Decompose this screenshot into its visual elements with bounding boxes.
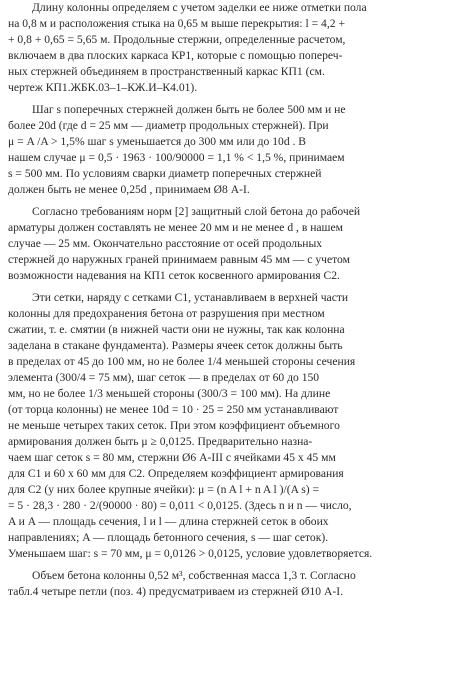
text-line: Шаг s поперечных стержней должен быть не более 500 мм и не [32, 103, 346, 116]
text-line: элемента (300/4 = 75 мм), шаг сеток — в пределах от 60 до 150 [8, 371, 320, 384]
text-line: возможности надевания на КП1 сеток косвенного армирования С2. [8, 269, 340, 282]
text-line: табл.4 четыре петли (поз. 4) предусматриваем из стержней Ø10 А-I. [8, 585, 343, 598]
text-line: Согласно требованиям норм [2] защитный слой бетона до рабочей [32, 205, 361, 218]
paragraph-indirect-reinforcement [8, 290, 446, 562]
text-line: для С1 и 60 х 60 мм для С2. Определяем коэффициент армирования [8, 467, 344, 480]
text-line: чертеж КП1.ЖБК.03–1–КЖ.И–К4.01). [8, 81, 198, 94]
text-line: = 5 · 28,3 · 280 · 2/(90000 · 80) = 0,011 < 0,0125. (Здесь n и n — число, [8, 499, 352, 512]
text-line: + 0,8 + 0,65 = 5,65 м. Продольные стержни, определенные расчетом, [8, 33, 346, 46]
text-line: сжатии, т. е. смятии (в нижней части они не нужны, так как колонна [8, 323, 345, 336]
paragraph-column-length [8, 0, 446, 96]
text-line: (от торца колонны) не менее 10d = 10 · 25 = 250 мм устанавливают [8, 403, 339, 416]
text-line: армирования должен быть μ ≥ 0,0125. Предварительно назна- [8, 435, 313, 448]
text-line: мм, но не более 1/3 меньшей стороны (300/3 = 100 мм). На длине [8, 387, 331, 400]
text-line: в пределах от 45 до 100 мм, но не более 1/4 меньшей стороны сечения [8, 355, 356, 368]
text-line: включаем в два плоских каркаса КР1, которые с помощью попереч- [8, 49, 343, 62]
text-line: Уменьшаем шаг: s = 70 мм, μ = 0,0126 > 0,0125, условие удовлетворяется. [8, 547, 373, 560]
text-line: Эти сетки, наряду с сетками С1, устанавливаем в верхней части [32, 291, 349, 304]
text-line: Объем бетона колонны 0,52 м³, собственная масса 1,3 т. Согласно [32, 569, 356, 582]
text-line: более 20d (где d = 25 мм — диаметр продольных стержней). При [8, 119, 329, 132]
text-line: направлениях; A — площадь бетонного сечения, s — шаг сеток). [8, 531, 329, 544]
text-line: заделана в стакане фундамента). Размеры ячеек сеток должны быть [8, 339, 343, 352]
text-line: стержней до наружных граней принимаем равным 45 мм — с учетом [8, 253, 350, 266]
text-line: s = 500 мм. По условиям сварки диаметр поперечных стержней [8, 167, 322, 180]
text-line: Длину колонны определяем с учетом заделки ее ниже отметки пола [32, 1, 367, 14]
text-line: на 0,8 м и расположения стыка на 0,65 м выше перекрытия: l = 4,2 + [8, 17, 345, 30]
paragraph-stirrup-spacing [8, 102, 446, 198]
paragraph-concrete-cover [8, 204, 446, 284]
text-line: должен быть не менее 0,25d , принимаем Ø8 А-I. [8, 183, 250, 196]
text-line: чаем шаг сеток s = 80 мм, стержни Ø6 А-III с ячейками 45 х 45 мм [8, 451, 336, 464]
text-line: не меньше четырех таких сеток. При этом коэффициент объемного [8, 419, 340, 432]
text-line: ных стержней объединяем в пространственный каркас КП1 (см. [8, 65, 325, 78]
text-line: A и A — площадь сечения, l и l — длина стержней сеток в обоих [8, 515, 329, 528]
text-line: колонны для предохранения бетона от разрушения при местном [8, 307, 325, 320]
paragraph-column-volume [8, 568, 446, 600]
text-line: для С2 (у них более крупные ячейки): μ = (n A l + n A l )/(A s) = [8, 483, 320, 496]
text-line: арматуры должен составлять не менее 20 мм и не менее d , в нашем [8, 221, 343, 234]
text-line: нашем случае μ = 0,5 · 1963 · 100/90000 = 1,1 % < 1,5 %, принимаем [8, 151, 345, 164]
text-line: μ = A /A > 1,5% шаг s уменьшается до 300 мм или до 10d . В [8, 135, 307, 148]
text-line: случае — 25 мм. Окончательно расстояние от осей продольных [8, 237, 323, 250]
